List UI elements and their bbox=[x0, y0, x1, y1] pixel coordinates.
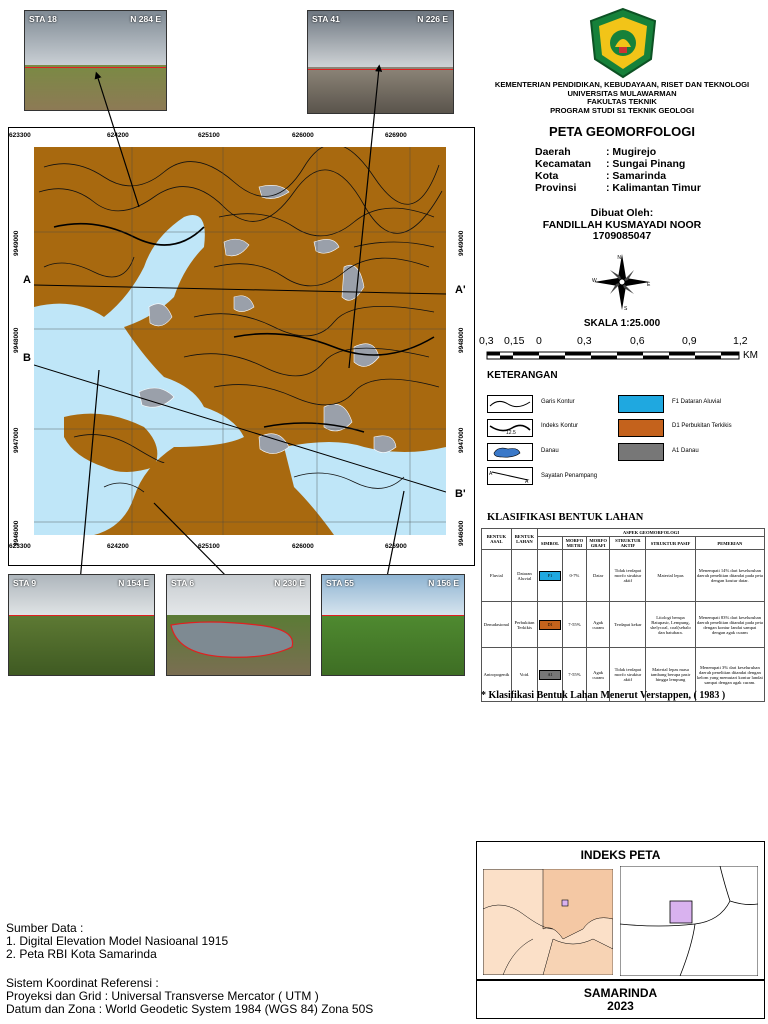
scale-tick: 0,3 bbox=[577, 335, 592, 347]
section-label-a-prime: A' bbox=[455, 284, 466, 296]
faculty-text: FAKULTAS TEKNIK bbox=[587, 97, 657, 107]
location-value: : Kalimantan Timur bbox=[606, 182, 701, 194]
map-x-tick: 624200 bbox=[107, 132, 129, 139]
map-x-tick: 626900 bbox=[385, 132, 407, 139]
col-header: STRUKTUR PASIF bbox=[646, 537, 695, 550]
map-title: PETA GEOMORFOLOGI bbox=[549, 124, 695, 139]
map-y-tick: 9949000 bbox=[13, 230, 20, 256]
map-y-tick: 9949000 bbox=[458, 230, 465, 256]
sources-title: Sumber Data : bbox=[6, 921, 84, 935]
map-x-tick: 625100 bbox=[198, 132, 220, 139]
legend-label: Garis Kontur bbox=[541, 399, 575, 405]
col-header: SIMBOL bbox=[538, 537, 563, 550]
scale-tick: 0,15 bbox=[504, 335, 525, 347]
crs-datum: Datum dan Zona : World Geodetic System 1984 (WGS 84) Zona 50S bbox=[6, 1002, 374, 1016]
compass-s: S bbox=[624, 306, 628, 312]
index-map-regional bbox=[483, 869, 613, 975]
author-nim: 1709085047 bbox=[592, 230, 652, 242]
index-year: 2023 bbox=[607, 999, 634, 1013]
col-header: MORFO GRAFI bbox=[586, 537, 610, 550]
map-y-tick: 9947000 bbox=[13, 427, 20, 453]
legend-unit-label: F1 Dataran Aluvial bbox=[672, 399, 722, 405]
location-label: Daerah bbox=[535, 146, 571, 158]
location-value: : Mugirejo bbox=[606, 146, 657, 158]
legend-label: Indeks Kontur bbox=[541, 423, 579, 429]
col-header: PEMERIAN bbox=[695, 537, 764, 550]
photo-sta-6 bbox=[166, 574, 311, 676]
symbol-swatch: D1 bbox=[539, 620, 561, 630]
map-y-tick: 9948000 bbox=[13, 327, 20, 353]
section-label-a: A bbox=[23, 274, 31, 286]
legend-unit-label: A1 Danau bbox=[672, 448, 699, 454]
section-label-b: B bbox=[23, 352, 31, 364]
legend-index-value: 12.5 bbox=[506, 430, 516, 436]
col-header: STRUKTUR AKTIF bbox=[610, 537, 646, 550]
photo-station-label: STA 6 bbox=[171, 578, 195, 588]
map-y-tick: 9947000 bbox=[458, 427, 465, 453]
legend-label: Danau bbox=[541, 448, 559, 454]
crs-projection: Proyeksi dan Grid : Universal Transverse Mercator ( UTM ) bbox=[6, 989, 319, 1003]
location-label: Kecamatan bbox=[535, 158, 592, 170]
map-x-tick: 624200 bbox=[107, 543, 129, 550]
compass-n: N bbox=[617, 255, 621, 261]
map-y-tick: 9946000 bbox=[13, 520, 20, 546]
index-map-panel bbox=[476, 841, 765, 980]
scale-tick: 0 bbox=[536, 335, 542, 347]
scale-label: SKALA 1:25.000 bbox=[583, 318, 661, 329]
symbol-swatch: A1 bbox=[539, 670, 561, 680]
photo-station-label: STA 18 bbox=[29, 14, 57, 24]
scale-tick: 0,9 bbox=[682, 335, 697, 347]
crs-title: Sistem Koordinat Referensi : bbox=[6, 976, 159, 990]
map-y-tick: 9948000 bbox=[458, 327, 465, 353]
location-label: Kota bbox=[535, 170, 559, 182]
section-label-b-prime: B' bbox=[455, 488, 466, 500]
classification-footnote: * Klasifikasi Bentuk Lahan Menerut Verstappen, ( 1983 ) bbox=[481, 690, 726, 701]
location-value: : Samarinda bbox=[606, 170, 667, 182]
photo-bearing-label: N 226 E bbox=[417, 14, 448, 24]
col-header: BENTUK LAHAN bbox=[511, 529, 537, 550]
group-header: ASPEK GEOMORFOLOGI bbox=[538, 529, 765, 537]
legend-label: Sayatan Penampang bbox=[541, 473, 598, 479]
index-city: SAMARINDA bbox=[583, 986, 658, 1000]
photo-station-label: STA 55 bbox=[326, 578, 354, 588]
scale-tick: 0,3 bbox=[479, 335, 494, 347]
legend-unit-label: D1 Perbukitan Terkikis bbox=[672, 423, 732, 429]
table-row: Fluvial Dataran Aluvial F1 0-7% Datar Tidak terdapat morfo struktur aktif Material lepas Menempati 14% dari keseluruhan daerah penelitian ditandai pada peta dengan koutur datar. bbox=[482, 550, 765, 602]
author-name: FANDILLAH KUSMAYADI NOOR bbox=[542, 218, 702, 231]
location-value: : Sungai Pinang bbox=[606, 158, 686, 170]
compass-w: W bbox=[592, 278, 597, 284]
map-y-tick: 9946000 bbox=[458, 520, 465, 546]
compass-e: E bbox=[647, 282, 651, 288]
map-x-tick: 626900 bbox=[385, 543, 407, 550]
map-x-tick: 623300 bbox=[9, 543, 31, 550]
photo-station-label: STA 9 bbox=[13, 578, 37, 588]
photo-sta-55 bbox=[321, 574, 465, 676]
col-header: BENTUK ASAL bbox=[482, 529, 512, 550]
location-label: Provinsi bbox=[535, 182, 577, 194]
table-row: Denudasional Perbukitan Terkikis D1 7-55% Agak curam Terdapat kekar Litologi berupa Batupasir, Lempung, shelycoal, coal(sebalo dan batubara. Menempati 83% dari keseluruhan daerah penelitian ditandai pada peta dengan kontur landai sampai dengan agak curam bbox=[482, 602, 765, 648]
index-map-title: INDEKS PETA bbox=[580, 848, 661, 862]
index-map-local bbox=[620, 866, 758, 976]
classification-title: KLASIFIKASI BENTUK LAHAN bbox=[487, 512, 644, 523]
photo-bearing-label: N 156 E bbox=[428, 578, 459, 588]
photo-bearing-label: N 230 E bbox=[274, 578, 305, 588]
photo-station-label: STA 41 bbox=[312, 14, 340, 24]
col-header: MORFO METRI bbox=[563, 537, 587, 550]
scale-tick: 0,6 bbox=[630, 335, 645, 347]
photo-sta-9 bbox=[8, 574, 155, 676]
map-x-tick: 625100 bbox=[198, 543, 220, 550]
map-x-tick: 626000 bbox=[292, 132, 314, 139]
classification-table bbox=[481, 528, 765, 702]
scale-unit: KM bbox=[743, 350, 758, 361]
symbol-swatch: F1 bbox=[539, 571, 561, 581]
source-item: 2. Peta RBI Kota Samarinda bbox=[6, 947, 157, 961]
photo-bearing-label: N 284 E bbox=[130, 14, 161, 24]
city-year-panel bbox=[476, 980, 765, 1019]
svg-text:A: A bbox=[489, 471, 493, 477]
scale-tick: 1,2 bbox=[733, 335, 748, 347]
table-row: Antropogenik Void. A1 7-55% Agak curam Tidak terdapat morfo struktur aktif Material lepas masa tambang berupa pasir hingga lempung Menempati 3% dari keseluruhan daerah penelitian ditandai dengan kelom yang memutari kontur landai sampai dengan agak curam. bbox=[482, 648, 765, 702]
map-x-tick: 623300 bbox=[9, 132, 31, 139]
program-text: PROGRAM STUDI S1 TEKNIK GEOLOGI bbox=[550, 105, 694, 115]
map-x-tick: 626000 bbox=[292, 543, 314, 550]
source-item: 1. Digital Elevation Model Nasioanal 1915 bbox=[6, 934, 229, 948]
photo-bearing-label: N 154 E bbox=[118, 578, 149, 588]
made-by-label: Dibuat Oleh: bbox=[590, 207, 654, 219]
ministry-text: KEMENTERIAN PENDIDIKAN, KEBUDAYAAN, RISET DAN TEKNOLOGI bbox=[494, 80, 750, 89]
legend-title: KETERANGAN bbox=[487, 370, 558, 381]
university-text: UNIVERSITAS MULAWARMAN bbox=[567, 88, 677, 98]
svg-text:A': A' bbox=[525, 479, 530, 484]
